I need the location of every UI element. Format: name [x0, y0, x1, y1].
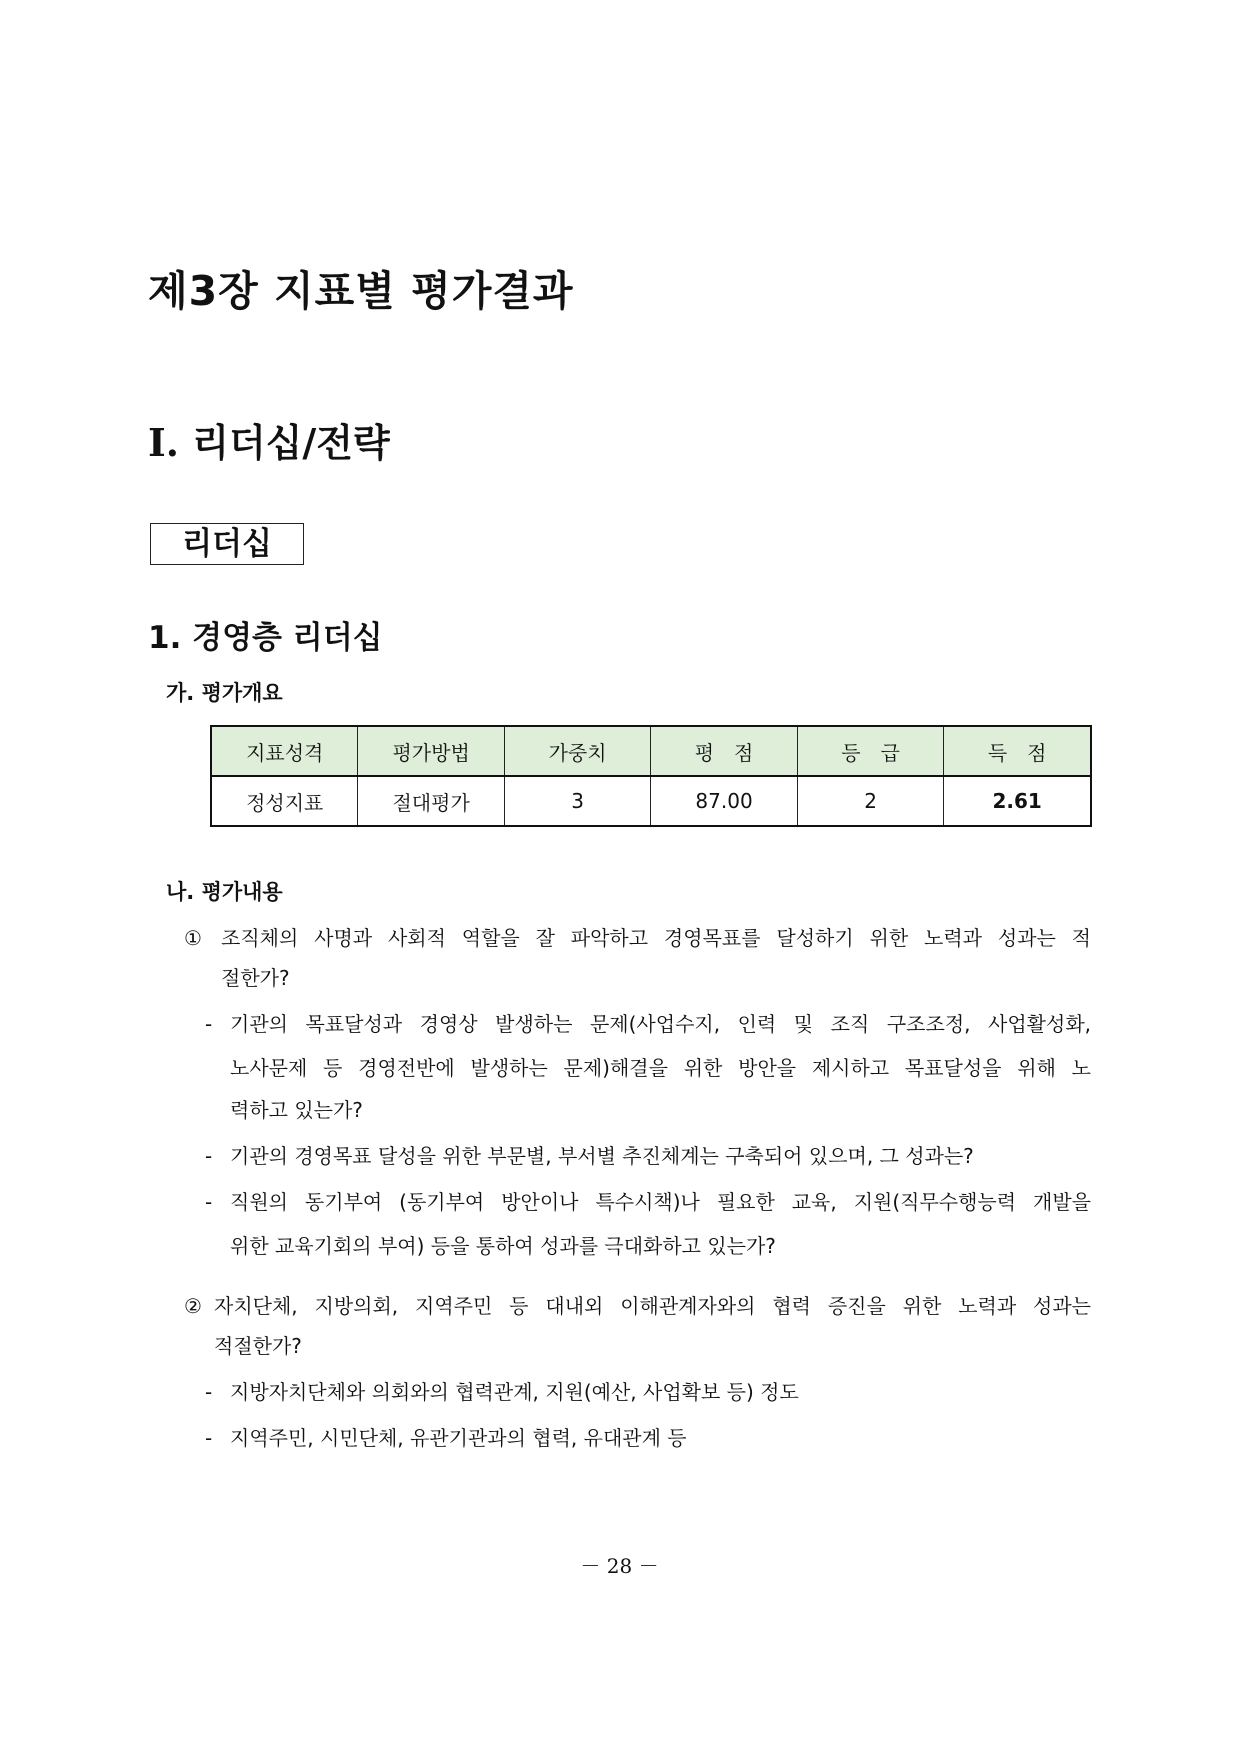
- header-cell: 가중치: [504, 726, 650, 776]
- table-cell: 3: [504, 776, 650, 826]
- header-cell: 지표성격: [211, 726, 358, 776]
- header-cell: 등 급: [797, 726, 944, 776]
- table-cell-score: 2.61: [944, 776, 1091, 826]
- bullet-marker: -: [205, 1190, 213, 1214]
- table-cell: 2: [797, 776, 944, 826]
- item-marker: ①: [184, 926, 202, 950]
- bullet-text-line: 기관의 경영목표 달성을 위한 부문별, 부서별 추진체계는 구축되어 있으며, 그 성과는?: [230, 1144, 974, 1168]
- item-text-line: 자치단체, 지방의회, 지역주민 등 대내외 이해관계자와의 협력 증진을 위한 노력과 성과는: [214, 1294, 1091, 1318]
- item-text-line: 적절한가?: [214, 1334, 302, 1358]
- boxed-category-label: 리더십: [150, 523, 304, 565]
- part-title: 리더십/전략: [192, 421, 390, 465]
- header-cell: 평가방법: [358, 726, 504, 776]
- chapter-title: 제3장 지표별 평가결과: [148, 267, 574, 315]
- bullet-text-line: 노사문제 등 경영전반에 발생하는 문제)해결을 위한 방안을 제시하고 목표달성을 위해 노: [230, 1056, 1091, 1080]
- bullet-text-line: 기관의 목표달성과 경영상 발생하는 문제(사업수지, 인력 및 조직 구조조정, 사업활성화,: [230, 1012, 1091, 1036]
- table-cell: 87.00: [651, 776, 798, 826]
- part-numeral: I.: [148, 420, 180, 465]
- bullet-marker: -: [205, 1380, 213, 1404]
- item-text-line: 조직체의 사명과 사회적 역할을 잘 파악하고 경영목표를 달성하기 위한 노력과 성과는 적: [221, 926, 1091, 950]
- overview-heading: 가. 평가개요: [166, 681, 283, 705]
- table-cell: 정성지표: [211, 776, 358, 826]
- bullet-text-line: 위한 교육기회의 부여) 등을 통하여 성과를 극대화하고 있는가?: [230, 1234, 776, 1258]
- header-cell: 득 점: [944, 726, 1091, 776]
- bullet-marker: -: [205, 1012, 213, 1036]
- bullet-text-line: 직원의 동기부여 (동기부여 방안이나 특수시책)나 필요한 교육, 지원(직무수행능력 개발을: [230, 1190, 1091, 1214]
- part-heading: [148, 412, 390, 467]
- content-heading: 나. 평가내용: [166, 880, 283, 904]
- table-cell: 절대평가: [358, 776, 504, 826]
- page-number: － 28 －: [580, 1554, 659, 1578]
- header-cell: 평 점: [651, 726, 798, 776]
- item-marker: ②: [184, 1294, 202, 1318]
- section-title: 1. 경영층 리더십: [148, 620, 383, 656]
- bullet-text-line: 지방자치단체와 의회와의 협력관계, 지원(예산, 사업확보 등) 정도: [230, 1380, 799, 1404]
- score-table-row: [211, 776, 1091, 826]
- bullet-text-line: 지역주민, 시민단체, 유관기관과의 협력, 유대관계 등: [230, 1426, 687, 1450]
- item-text-line: 절한가?: [221, 966, 290, 990]
- bullet-marker: -: [205, 1144, 213, 1168]
- score-table: [210, 725, 1092, 827]
- bullet-text-line: 력하고 있는가?: [230, 1098, 363, 1122]
- bullet-marker: -: [205, 1426, 213, 1450]
- score-table-header-row: [211, 726, 1091, 776]
